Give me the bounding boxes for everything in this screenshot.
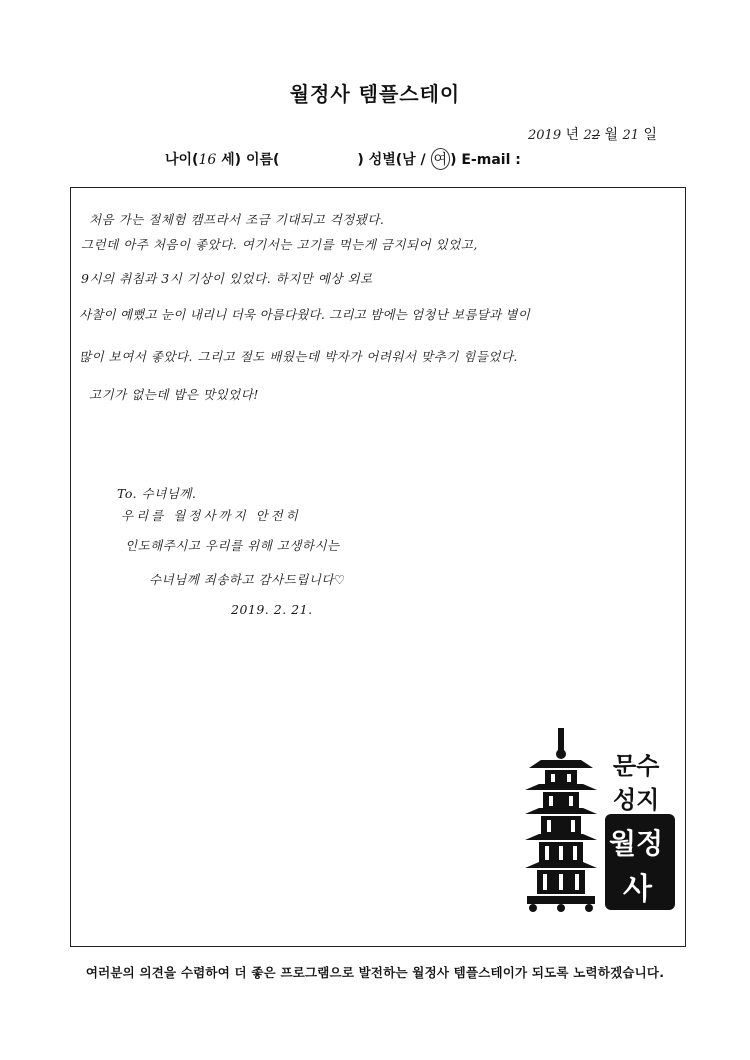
stamp-line-3: 월정 [609,827,664,860]
stamp-seal [605,814,675,910]
age-label: 나이( [165,152,199,168]
info-line [165,148,521,170]
date-month: 2 [583,128,592,143]
age-suffix: 세) [221,152,242,168]
letter-line: 그런데 아주 처음이 좋았다. 여기서는 고기를 먹는게 금지되어 있었고, [81,237,478,252]
letter-box [70,187,686,947]
gender-close: ) [450,152,457,168]
message-line: 수녀님께 죄송하고 감사드립니다♡ [149,572,346,587]
stamp-line-2: 성지 [613,786,660,814]
letter-to: To. 수녀님께. [117,486,197,501]
letter-line: 사찰이 예뻤고 눈이 내리니 더욱 아름다웠다. 그리고 밤에는 엄청난 보름달과 별이 [79,307,530,322]
letter-line: 9시의 취침과 3시 기상이 있었다. 하지만 예상 외로 [81,271,373,286]
date-line [528,124,657,144]
date-month-label: 월 [604,127,619,143]
name-label: 이름( [245,152,280,168]
message-line: 인도해주시고 우리를 위해 고생하시는 [125,538,340,553]
pagoda-icon [521,728,601,913]
stamp-line-1: 문수 [613,752,660,780]
signature-date: 2019. 2. 21. [231,602,313,617]
date-day-label: 일 [643,127,658,143]
message-line: 우리를 월정사까지 안전히 [121,508,301,523]
date-day: 21 [622,128,640,143]
name-close: ) [357,152,364,168]
date-year-label: 년 [565,127,580,143]
date-month-struck: 2 [591,128,601,143]
age-value: 16 [198,152,217,168]
gender-value: 여 [431,148,451,170]
footer-note: 여러분의 의견을 수렴하여 더 좋은 프로그램으로 발전하는 월정사 템플스테이가 되도록 노력하겠습니다. [85,965,665,980]
gender-label: 성별(남 / [368,152,426,168]
date-year: 2019 [528,128,562,143]
stamp-line-4: 사 [623,872,652,907]
email-label: E-mail : [461,152,521,168]
letter-line: 고기가 없는데 밥은 맛있었다! [89,387,259,402]
page-title: 월정사 템플스테이 [289,82,461,106]
letter-line: 많이 보여서 좋았다. 그리고 절도 배웠는데 박자가 어려워서 맞추기 힘들었다. [79,349,519,364]
letter-line: 처음 가는 절체험 캠프라서 조금 기대되고 걱정됐다. [89,212,385,227]
temple-stamp [521,728,681,918]
